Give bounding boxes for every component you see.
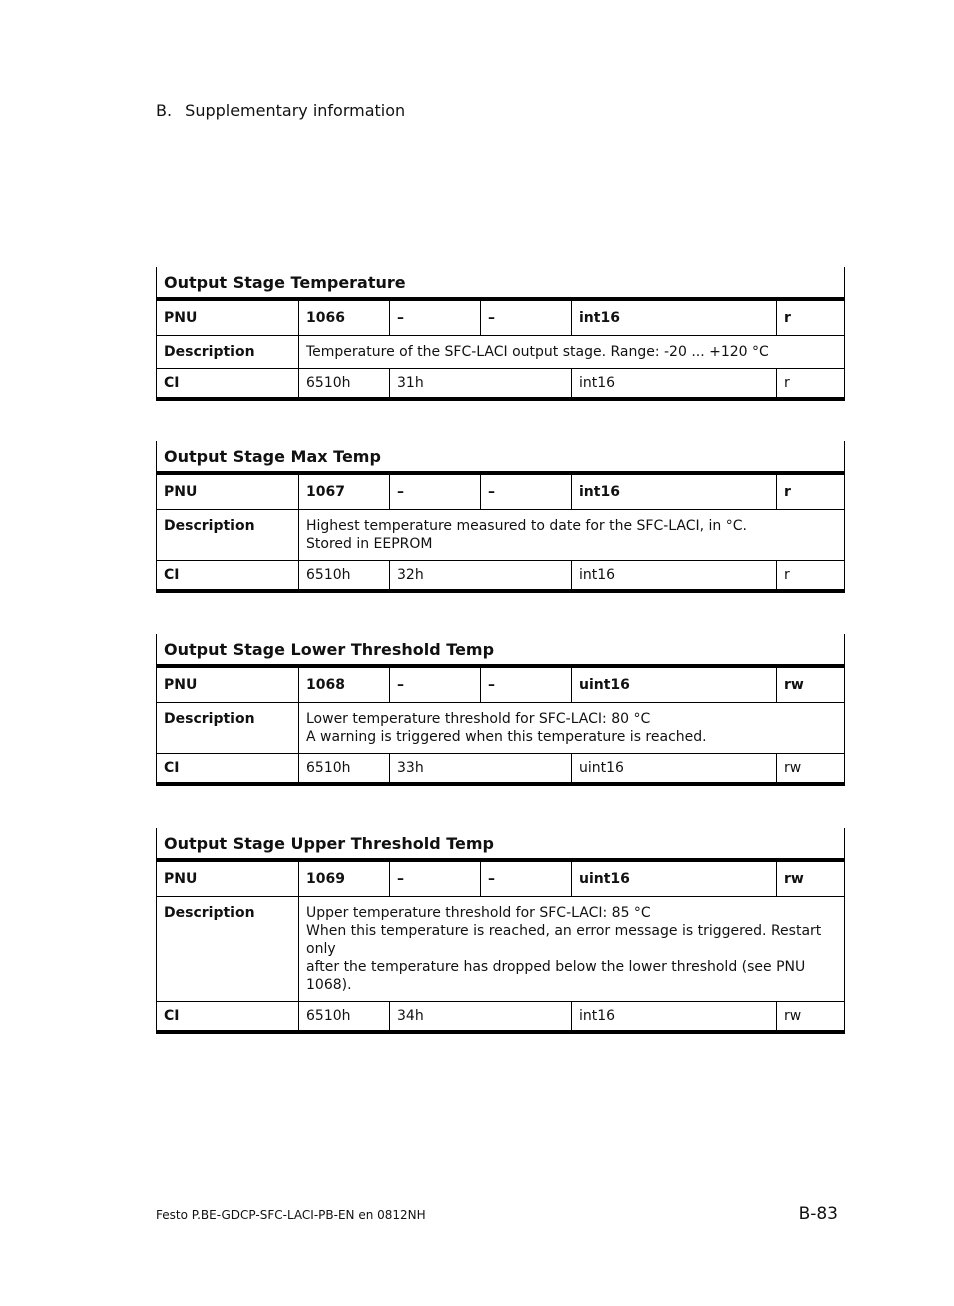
description-label: Description bbox=[157, 510, 299, 561]
table-title: Output Stage Max Temp bbox=[157, 441, 845, 473]
pnu-sub2: – bbox=[481, 299, 572, 336]
pnu-type: uint16 bbox=[572, 860, 777, 897]
ci-index: 6510h bbox=[299, 369, 390, 400]
pnu-sub1: – bbox=[390, 860, 481, 897]
pnu-type: int16 bbox=[572, 299, 777, 336]
ci-access: rw bbox=[777, 1002, 845, 1033]
pnu-label: PNU bbox=[157, 299, 299, 336]
ci-type: uint16 bbox=[572, 754, 777, 785]
pnu-type: int16 bbox=[572, 473, 777, 510]
description-text bbox=[299, 336, 845, 369]
ci-subindex: 34h bbox=[390, 1002, 572, 1033]
description-line: Temperature of the SFC-LACI output stage. Range: -20 ... +120 °C bbox=[306, 344, 769, 360]
description-line: A warning is triggered when this temperature is reached. bbox=[306, 729, 707, 745]
table-title: Output Stage Upper Threshold Temp bbox=[157, 828, 845, 860]
pnu-access: rw bbox=[777, 860, 845, 897]
description-line: Upper temperature threshold for SFC-LACI: 85 °C bbox=[306, 905, 651, 921]
description-line: after the temperature has dropped below the lower threshold (see PNU 1068). bbox=[306, 959, 806, 993]
pnu-type: uint16 bbox=[572, 666, 777, 703]
table-title: Output Stage Lower Threshold Temp bbox=[157, 634, 845, 666]
ci-index: 6510h bbox=[299, 1002, 390, 1033]
description-line: When this temperature is reached, an error message is triggered. Restart only bbox=[306, 923, 822, 957]
description-label: Description bbox=[157, 703, 299, 754]
section-number: B. bbox=[156, 101, 173, 120]
ci-access: rw bbox=[777, 754, 845, 785]
section-header bbox=[156, 101, 405, 120]
ci-index: 6510h bbox=[299, 754, 390, 785]
footer-doc-id: Festo P.BE-GDCP-SFC-LACI-PB-EN en 0812NH bbox=[156, 1208, 426, 1222]
param-table-1067 bbox=[156, 441, 845, 593]
pnu-sub2: – bbox=[481, 473, 572, 510]
description-text bbox=[299, 703, 845, 754]
description-label: Description bbox=[157, 336, 299, 369]
ci-label: CI bbox=[157, 1002, 299, 1033]
pnu-label: PNU bbox=[157, 860, 299, 897]
description-line: Highest temperature measured to date for the SFC-LACI, in °C. bbox=[306, 518, 747, 534]
pnu-access: r bbox=[777, 299, 845, 336]
ci-label: CI bbox=[157, 754, 299, 785]
pnu-sub2: – bbox=[481, 860, 572, 897]
ci-type: int16 bbox=[572, 561, 777, 592]
ci-subindex: 32h bbox=[390, 561, 572, 592]
param-table-1068 bbox=[156, 634, 845, 786]
param-table-1066 bbox=[156, 267, 845, 401]
description-text bbox=[299, 897, 845, 1002]
param-table-1069 bbox=[156, 828, 845, 1034]
ci-type: int16 bbox=[572, 369, 777, 400]
page-number: B-83 bbox=[798, 1204, 838, 1224]
pnu-sub1: – bbox=[390, 299, 481, 336]
pnu-value: 1067 bbox=[299, 473, 390, 510]
description-label: Description bbox=[157, 897, 299, 1002]
ci-index: 6510h bbox=[299, 561, 390, 592]
ci-access: r bbox=[777, 561, 845, 592]
pnu-value: 1069 bbox=[299, 860, 390, 897]
section-title: Supplementary information bbox=[185, 101, 406, 120]
pnu-sub1: – bbox=[390, 473, 481, 510]
ci-label: CI bbox=[157, 369, 299, 400]
pnu-access: rw bbox=[777, 666, 845, 703]
ci-type: int16 bbox=[572, 1002, 777, 1033]
description-line: Lower temperature threshold for SFC-LACI: 80 °C bbox=[306, 711, 651, 727]
pnu-label: PNU bbox=[157, 473, 299, 510]
pnu-value: 1066 bbox=[299, 299, 390, 336]
pnu-sub1: – bbox=[390, 666, 481, 703]
pnu-value: 1068 bbox=[299, 666, 390, 703]
ci-access: r bbox=[777, 369, 845, 400]
ci-subindex: 33h bbox=[390, 754, 572, 785]
ci-subindex: 31h bbox=[390, 369, 572, 400]
description-line: Stored in EEPROM bbox=[306, 536, 433, 552]
pnu-sub2: – bbox=[481, 666, 572, 703]
ci-label: CI bbox=[157, 561, 299, 592]
pnu-label: PNU bbox=[157, 666, 299, 703]
description-text bbox=[299, 510, 845, 561]
pnu-access: r bbox=[777, 473, 845, 510]
table-title: Output Stage Temperature bbox=[157, 267, 845, 299]
